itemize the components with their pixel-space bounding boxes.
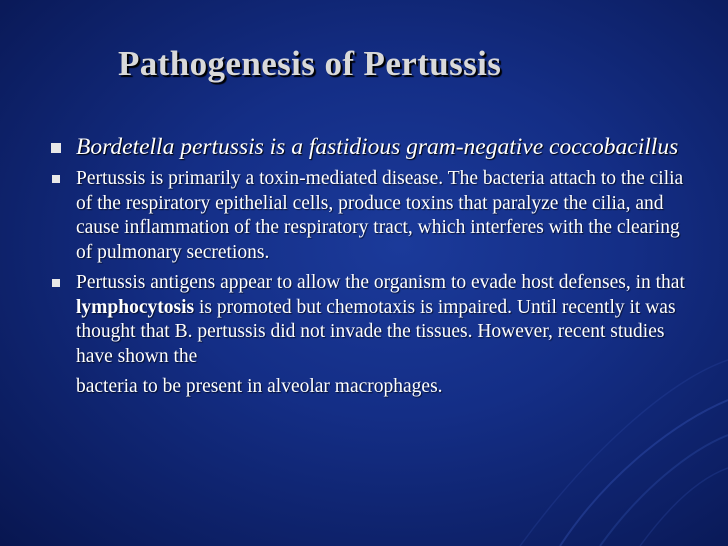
square-bullet-icon [52, 279, 60, 287]
bullet-list [48, 132, 698, 400]
slide-title: Pathogenesis of Pertussis [118, 44, 502, 83]
bullet-item-bordetella [48, 132, 698, 162]
bullet-text-before: Pertussis antigens appear to allow the organism to evade host defenses, in that [76, 272, 685, 293]
bullet-text: Pertussis is primarily a toxin-mediated disease. The bacteria attach to the cilia of the respiratory epithelial cells, produce toxins that paralyze the cilia, and cause inflammation of the respiratory tract, which interferes with the clearing of pulmonary secretions. [76, 168, 684, 263]
square-bullet-icon [51, 143, 61, 153]
bullet-item-toxin-mediated [48, 167, 698, 265]
bullet-text-end: bacteria to be present in alveolar macrophages. [76, 376, 443, 397]
square-bullet-icon [52, 175, 60, 183]
bullet-item-antigens [48, 271, 698, 400]
bullet-text-middle: is promoted but chemotaxis is impaired. Until recently it was thought that B. pertussis did not invade the tissues. However, recent studies have shown the [76, 296, 676, 367]
bullet-text: Bordetella pertussis is a fastidious gram-negative coccobacillus [76, 134, 679, 160]
bold-term-lymphocytosis: lymphocytosis [76, 296, 195, 318]
